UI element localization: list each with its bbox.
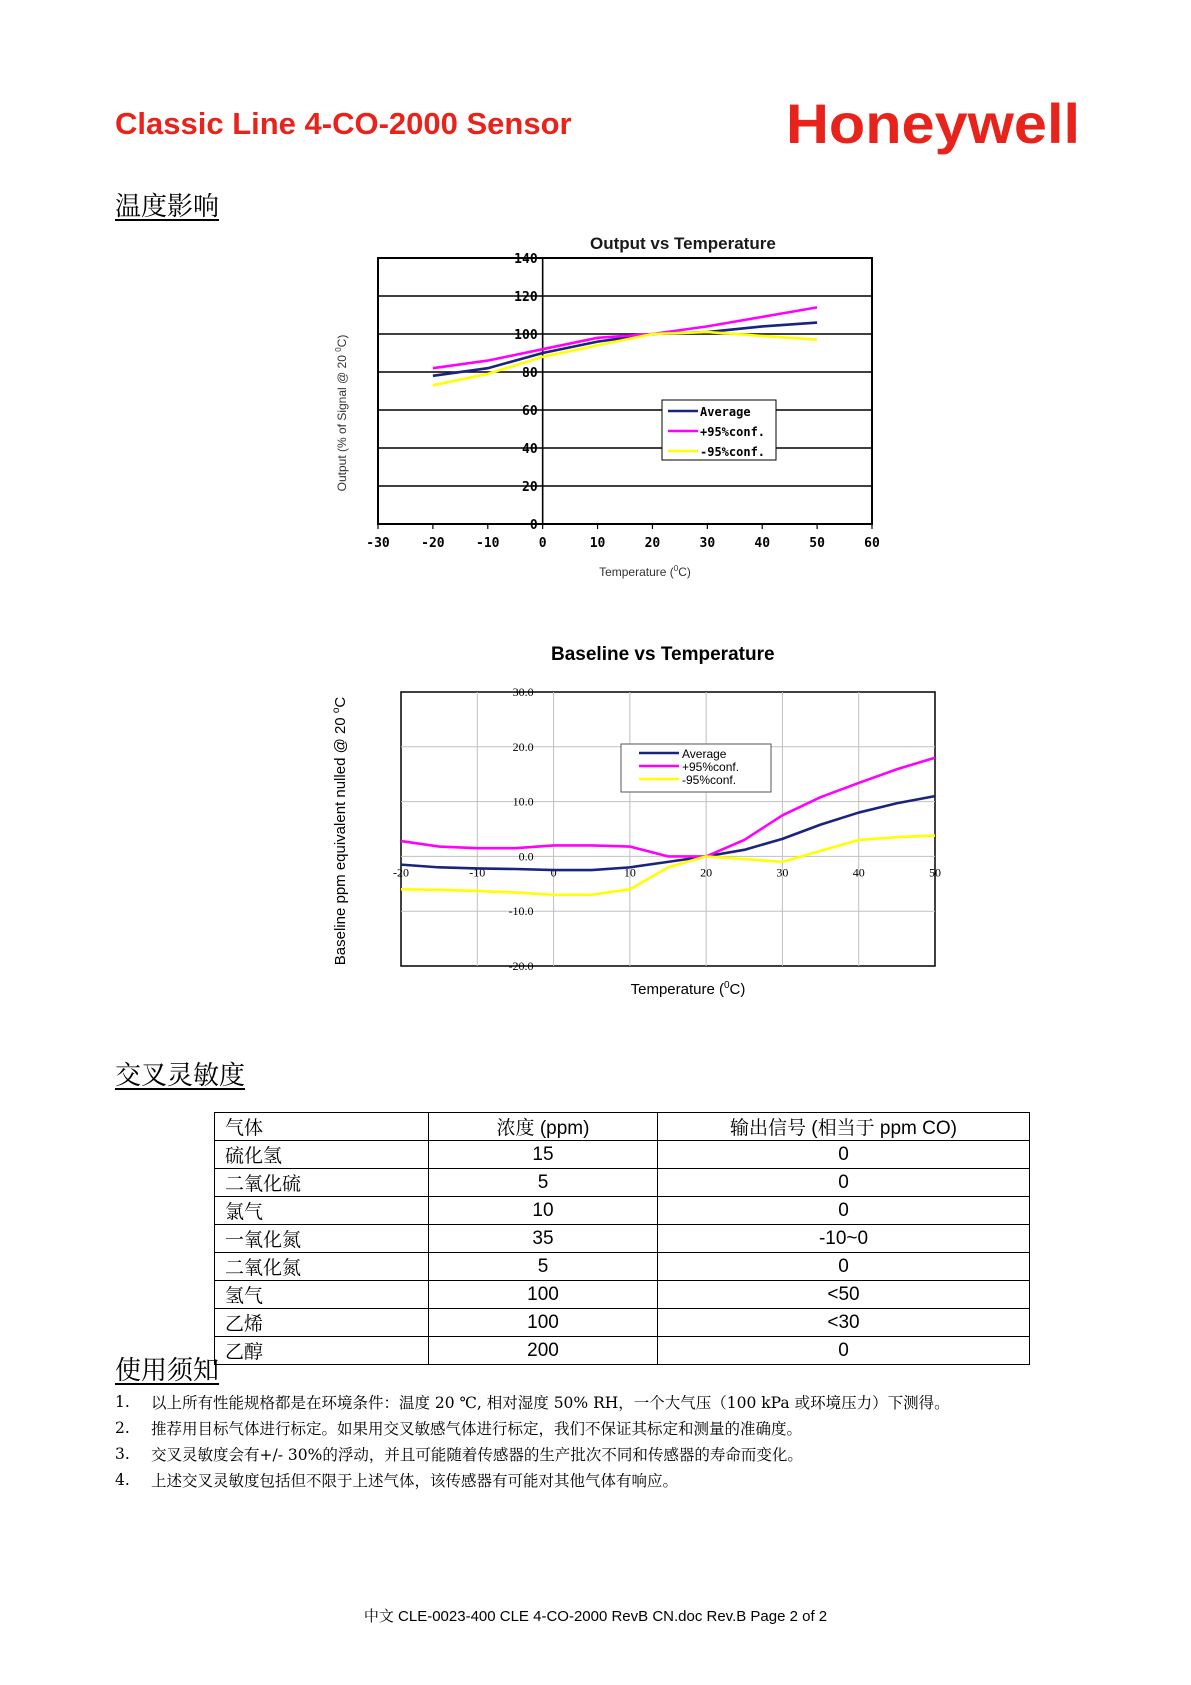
- gas-cell: 氯气: [215, 1197, 429, 1225]
- note-text: 上述交叉灵敏度包括但不限于上述气体，该传感器有可能对其他气体有响应。: [151, 1472, 679, 1490]
- header-output: 输出信号 (相当于 ppm CO): [658, 1113, 1030, 1141]
- chart2-title: Baseline vs Temperature: [551, 644, 775, 665]
- note-text: 交叉灵敏度会有+/- 30%的浮动，并且可能随着传感器的生产批次不同和传感器的寿命而变化。: [151, 1446, 803, 1464]
- y-tick-label: 20.0: [512, 739, 534, 754]
- y-tick-label: 80: [522, 366, 538, 381]
- series-line: [433, 323, 817, 376]
- logo-text: Honeywell: [786, 92, 1080, 155]
- y-tick-label: 60: [522, 404, 538, 419]
- x-tick-label: 40: [852, 865, 865, 880]
- page-footer: 中文 CLE-0023-400 CLE 4-CO-2000 RevB CN.doc Rev.B Page 2 of 2: [363, 1608, 828, 1625]
- x-tick-label: -20: [393, 865, 409, 880]
- x-tick-label: -10: [469, 865, 486, 880]
- list-item: [115, 1441, 1075, 1467]
- cross-sensitivity-table: [214, 1112, 1030, 1365]
- x-tick-label: 30: [699, 536, 716, 551]
- output-cell: 0: [658, 1141, 1030, 1169]
- gas-cell: 二氧化氮: [215, 1253, 429, 1281]
- x-tick-label: 10: [623, 865, 636, 880]
- y-tick-label: 120: [514, 290, 538, 305]
- x-tick-label: 0: [538, 536, 547, 551]
- legend-label: -95%conf.: [682, 773, 737, 787]
- output-cell: <50: [658, 1281, 1030, 1309]
- y-tick-label: 40: [522, 442, 538, 457]
- concentration-cell: 10: [429, 1197, 658, 1225]
- chart1-title: Output vs Temperature: [590, 234, 776, 253]
- header-gas: 气体: [215, 1113, 429, 1141]
- table-header-row: [215, 1113, 1030, 1141]
- list-item: [115, 1389, 1075, 1415]
- chart1-plot: [334, 228, 960, 628]
- gas-cell: 硫化氢: [215, 1141, 429, 1169]
- x-tick-label: 50: [929, 865, 941, 880]
- x-tick-label: -20: [421, 536, 445, 551]
- chart2-plot: [325, 640, 965, 1010]
- legend-label: +95%conf.: [700, 425, 766, 439]
- gas-cell: 乙醇: [215, 1337, 429, 1365]
- x-tick-label: 30: [776, 865, 789, 880]
- concentration-cell: 5: [429, 1169, 658, 1197]
- x-tick-label: -30: [366, 536, 390, 551]
- table-row: [215, 1253, 1030, 1281]
- x-tick-label: 50: [809, 536, 825, 551]
- legend-label: -95%conf.: [700, 445, 766, 459]
- x-tick-label: 20: [644, 536, 661, 551]
- x-axis-label: Temperature ($^0$C): [630, 980, 746, 998]
- output-vs-temperature-chart: [334, 228, 960, 628]
- x-tick-label: 40: [754, 536, 771, 551]
- section-heading-temperature: 温度影响: [115, 192, 220, 222]
- concentration-cell: 100: [429, 1309, 658, 1337]
- gas-cell: 二氧化硫: [215, 1169, 429, 1197]
- y-tick-label: -20.0: [508, 959, 534, 973]
- y-tick-label: 140: [514, 252, 538, 267]
- gas-cell: 乙烯: [215, 1309, 429, 1337]
- table-row: [215, 1281, 1030, 1309]
- legend-label: Average: [682, 747, 727, 761]
- y-tick-label: 0: [529, 518, 538, 533]
- usage-notes-list: [115, 1389, 1075, 1493]
- y-tick-label: 0.0: [518, 849, 534, 864]
- y-tick-label: 10.0: [512, 794, 534, 809]
- table-row: [215, 1197, 1030, 1225]
- y-axis-label: Output (% of Signal @ 20 $^0$C): [334, 334, 349, 492]
- output-cell: <30: [658, 1309, 1030, 1337]
- table-row: [215, 1337, 1030, 1365]
- output-cell: -10~0: [658, 1225, 1030, 1253]
- table-row: [215, 1309, 1030, 1337]
- note-number: 1.: [115, 1393, 130, 1411]
- output-cell: 0: [658, 1253, 1030, 1281]
- plot-frame: [401, 692, 935, 966]
- legend-label: Average: [700, 405, 751, 419]
- x-tick-label: 0: [550, 865, 557, 880]
- note-text: 推荐用目标气体进行标定。如果用交叉敏感气体进行标定，我们不保证其标定和测量的准确度。: [151, 1420, 803, 1438]
- header-concentration: 浓度 (ppm): [429, 1113, 658, 1141]
- y-tick-label: 20: [522, 480, 538, 495]
- section-heading-cross-sensitivity: 交叉灵敏度: [115, 1061, 246, 1091]
- x-tick-label: 20: [700, 865, 713, 880]
- x-axis-label: Temperature ($^0$C): [599, 564, 691, 579]
- x-tick-label: 10: [589, 536, 606, 551]
- concentration-cell: 100: [429, 1281, 658, 1309]
- note-number: 4.: [115, 1471, 130, 1489]
- output-cell: 0: [658, 1197, 1030, 1225]
- concentration-cell: 15: [429, 1141, 658, 1169]
- list-item: [115, 1415, 1075, 1441]
- output-cell: 0: [658, 1169, 1030, 1197]
- legend-label: +95%conf.: [682, 760, 740, 774]
- gas-cell: 一氧化氮: [215, 1225, 429, 1253]
- table-row: [215, 1169, 1030, 1197]
- table-row: [215, 1225, 1030, 1253]
- note-number: 2.: [115, 1419, 130, 1437]
- honeywell-logo: [786, 88, 1086, 160]
- table-row: [215, 1141, 1030, 1169]
- y-tick-label: 30.0: [512, 685, 534, 699]
- document-title: Classic Line 4-CO-2000 Sensor: [115, 106, 572, 141]
- output-cell: 0: [658, 1337, 1030, 1365]
- plot-frame: [378, 258, 872, 524]
- note-text: 以上所有性能规格都是在环境条件：温度 20 ℃, 相对湿度 50% RH，一个大气压（100 kPa 或环境压力）下测得。: [151, 1394, 950, 1412]
- series-line: [433, 332, 817, 385]
- gas-cell: 氢气: [215, 1281, 429, 1309]
- y-tick-label: -10.0: [508, 904, 534, 919]
- baseline-vs-temperature-chart: [325, 640, 965, 1010]
- concentration-cell: 35: [429, 1225, 658, 1253]
- list-item: [115, 1467, 1075, 1493]
- x-tick-label: 60: [864, 536, 880, 551]
- note-number: 3.: [115, 1445, 130, 1463]
- section-heading-usage-notes: 使用须知: [115, 1356, 220, 1386]
- concentration-cell: 5: [429, 1253, 658, 1281]
- y-tick-label: 100: [514, 328, 538, 343]
- concentration-cell: 200: [429, 1337, 658, 1365]
- x-tick-label: -10: [476, 536, 500, 551]
- y-axis-label: Baseline ppm equivalent nulled @ 20 $^o$C: [331, 696, 349, 966]
